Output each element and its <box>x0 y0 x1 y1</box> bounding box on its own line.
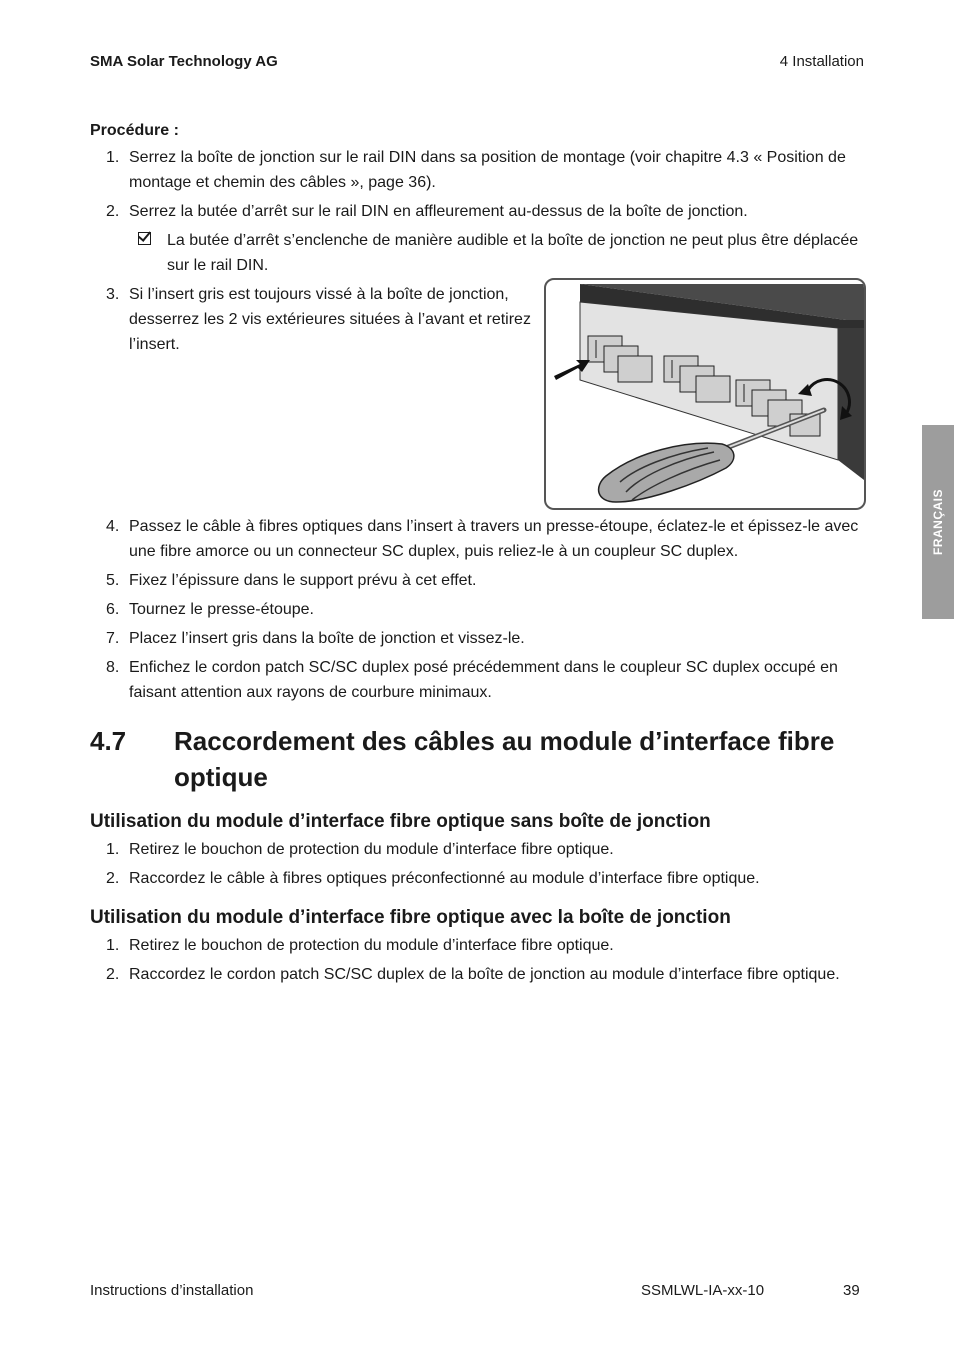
procedure-step-3 <box>90 282 864 514</box>
result-text: La butée d’arrêt s’enclenche de manière audible et la boîte de jonction ne peut plus être déplacée sur le rail DIN. <box>167 232 859 274</box>
header-section: 4 Installation <box>779 53 864 70</box>
step-text: Serrez la butée d’arrêt sur le rail DIN en affleurement au-dessus de la boîte de jonction. <box>129 203 748 220</box>
page-content <box>90 118 864 991</box>
procedure-step-4 <box>90 514 864 564</box>
procedure-step-1 <box>90 145 864 195</box>
step-number: 2. <box>106 870 120 887</box>
step-number: 2. <box>106 966 120 983</box>
step-text: Raccordez le câble à fibres optiques préconfectionné au module d’interface fibre optique. <box>129 870 760 887</box>
subsection-heading-2: Utilisation du module d’interface fibre optique avec la boîte de jonction <box>90 907 731 928</box>
language-tab-label: FRANÇAIS <box>931 489 945 555</box>
step-number: 7. <box>106 630 120 647</box>
step-text: Placez l’insert gris dans la boîte de jonction et vissez-le. <box>129 630 525 647</box>
step-3-text-block <box>90 282 549 357</box>
checkbox-checked-icon <box>138 232 151 245</box>
procedure-step-8 <box>90 655 864 705</box>
subsection-heading-1: Utilisation du module d’interface fibre optique sans boîte de jonction <box>90 811 711 832</box>
header-company: SMA Solar Technology AG <box>90 53 278 70</box>
step-text: Raccordez le cordon patch SC/SC duplex de la boîte de jonction au module d’interface fibre optique. <box>129 966 840 983</box>
junction-box-illustration <box>546 280 864 508</box>
step-number: 1. <box>106 149 120 166</box>
footer-doc-title: Instructions d’installation <box>90 1282 254 1299</box>
step-text: Enfichez le cordon patch SC/SC duplex posé précédemment dans le coupleur SC duplex occupé en faisant attention aux rayons de courbure minimaux. <box>129 659 838 701</box>
sub1-step-1 <box>90 837 864 862</box>
section-title: Raccordement des câbles au module d’interface fibre optique <box>174 726 835 792</box>
procedure-label: Procédure : <box>90 122 179 139</box>
step-number: 4. <box>106 518 120 535</box>
footer-doc-code: SSMLWL-IA-xx-10 <box>641 1282 765 1299</box>
step-number: 1. <box>106 841 120 858</box>
step-number: 1. <box>106 937 120 954</box>
step-number: 6. <box>106 601 120 618</box>
sub1-step-2 <box>90 866 864 891</box>
sub2-step-2 <box>90 962 864 987</box>
step-number: 8. <box>106 659 120 676</box>
procedure-step-7 <box>90 626 864 651</box>
procedure-step-2 <box>90 199 864 224</box>
step-number: 5. <box>106 572 120 589</box>
step-number: 3. <box>106 286 120 303</box>
step-text: Retirez le bouchon de protection du module d’interface fibre optique. <box>129 937 614 954</box>
procedure-step-2-result <box>90 228 864 278</box>
section-number: 4.7 <box>90 726 127 756</box>
step-number: 2. <box>106 203 120 220</box>
footer-page-number: 39 <box>843 1282 860 1299</box>
step-text: Retirez le bouchon de protection du module d’interface fibre optique. <box>129 841 614 858</box>
procedure-step-6 <box>90 597 864 622</box>
procedure-step-5 <box>90 568 864 593</box>
sub2-step-1 <box>90 933 864 958</box>
step-text: Fixez l’épissure dans le support prévu à cet effet. <box>129 572 477 589</box>
step-text: Si l’insert gris est toujours vissé à la boîte de jonction, desserrez les 2 vis extérieures situées à l’avant et retirez l’insert. <box>129 286 531 353</box>
step-text: Serrez la boîte de jonction sur le rail DIN dans sa position de montage (voir chapitre 4.3 « Position de montage et chemin des câbles », page 36). <box>129 149 846 191</box>
junction-box-screwdriver-figure <box>544 278 866 510</box>
language-tab <box>922 425 954 619</box>
step-text: Tournez le presse-étoupe. <box>129 601 314 618</box>
step-text: Passez le câble à fibres optiques dans l’insert à travers un presse-étoupe, éclatez-le et épissez-le avec une fibre amorce ou un connecteur SC duplex, puis reliez-le à un coupleur SC duplex. <box>129 518 859 560</box>
section-heading <box>90 723 864 795</box>
